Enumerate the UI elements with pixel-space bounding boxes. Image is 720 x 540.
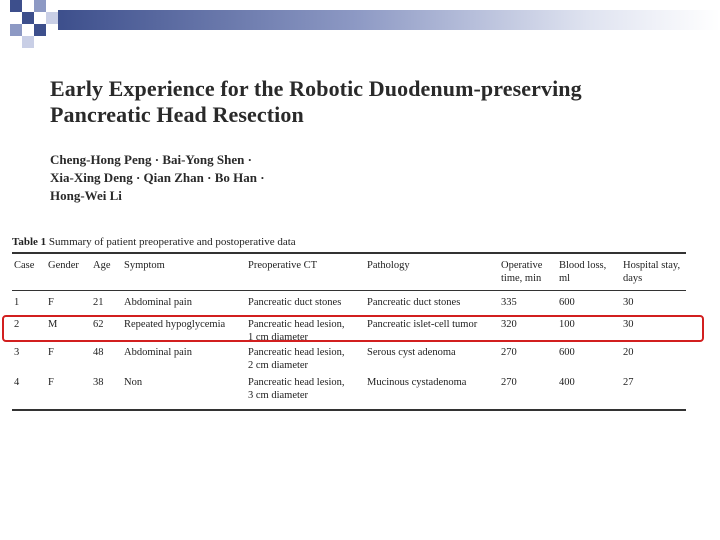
table-cell: Pancreatic duct stones <box>367 297 461 308</box>
table-cell: Pancreatic head lesion, 2 cm diameter <box>248 347 345 371</box>
table-cell: 48 <box>93 347 104 358</box>
table-cell: 27 <box>623 377 634 388</box>
corner-checker-decoration <box>0 0 60 48</box>
table-cell: 30 <box>623 319 634 330</box>
table-cell: 270 <box>501 377 517 388</box>
paper-title-text: Early Experience for the Robotic Duodenum-preserving Pancreatic Head Resection <box>50 76 582 127</box>
paper-authors <box>50 151 450 205</box>
table-cell: Mucinous cystadenoma <box>367 377 467 388</box>
table-header-cell: Symptom <box>124 260 165 271</box>
table-cell: M <box>48 319 58 330</box>
table-header-cell: Pathology <box>367 260 410 271</box>
table-header-cell: Age <box>93 260 111 271</box>
table-cell: 21 <box>93 297 104 308</box>
table-cell: Pancreatic head lesion, 1 cm diameter <box>248 319 345 343</box>
table-cell: Abdominal pain <box>124 347 192 358</box>
table-cell: Repeated hypoglycemia <box>124 319 226 330</box>
table-header-cell: Case <box>14 260 35 271</box>
table-cell: Abdominal pain <box>124 297 192 308</box>
table-cell: F <box>48 347 54 358</box>
table-cell: 30 <box>623 297 634 308</box>
top-gradient-band <box>58 10 720 30</box>
table-cell: Pancreatic head lesion, 3 cm diameter <box>248 377 345 401</box>
table-cell: F <box>48 297 54 308</box>
table-cell: 2 <box>14 319 20 330</box>
table-cell: 20 <box>623 347 634 358</box>
table-cell: 335 <box>501 297 517 308</box>
table-cell: 400 <box>559 377 575 388</box>
paper-title <box>50 76 670 128</box>
table-cell: 270 <box>501 347 517 358</box>
table-label: Table 1 <box>12 236 47 248</box>
table-caption-text: Summary of patient preoperative and postoperative data <box>48 236 296 248</box>
table-cell: Non <box>124 377 143 388</box>
table-cell: 4 <box>14 377 20 388</box>
highlighted-row-box <box>2 315 704 342</box>
table-cell: 320 <box>501 319 517 330</box>
table-bottom-rule <box>12 409 686 411</box>
table-header-cell: Preoperative CT <box>248 260 318 271</box>
table-cell: 3 <box>14 347 20 358</box>
table-cell: Serous cyst adenoma <box>367 347 456 358</box>
table-cell: 100 <box>559 319 575 330</box>
table-cell: 62 <box>93 319 104 330</box>
table-header-rule <box>12 290 686 291</box>
table-cell: 1 <box>14 297 20 308</box>
table-header-cell: Blood loss, ml <box>559 260 607 284</box>
table-cell: 600 <box>559 347 575 358</box>
table-header-cell: Operative time, min <box>501 260 543 284</box>
table-cell: Pancreatic duct stones <box>248 297 342 308</box>
table-cell: 38 <box>93 377 104 388</box>
paper-authors-text: Cheng-Hong Peng · Bai-Yong Shen · Xia-Xing Deng · Qian Zhan · Bo Han · Hong-Wei Li <box>50 152 265 203</box>
table-cell: Pancreatic islet-cell tumor <box>367 319 478 330</box>
table-top-rule <box>12 252 686 254</box>
table-header-cell: Hospital stay, days <box>623 260 681 284</box>
table-cell: 600 <box>559 297 575 308</box>
table-cell: F <box>48 377 54 388</box>
table-caption <box>12 236 296 248</box>
table-header-cell: Gender <box>48 260 79 271</box>
